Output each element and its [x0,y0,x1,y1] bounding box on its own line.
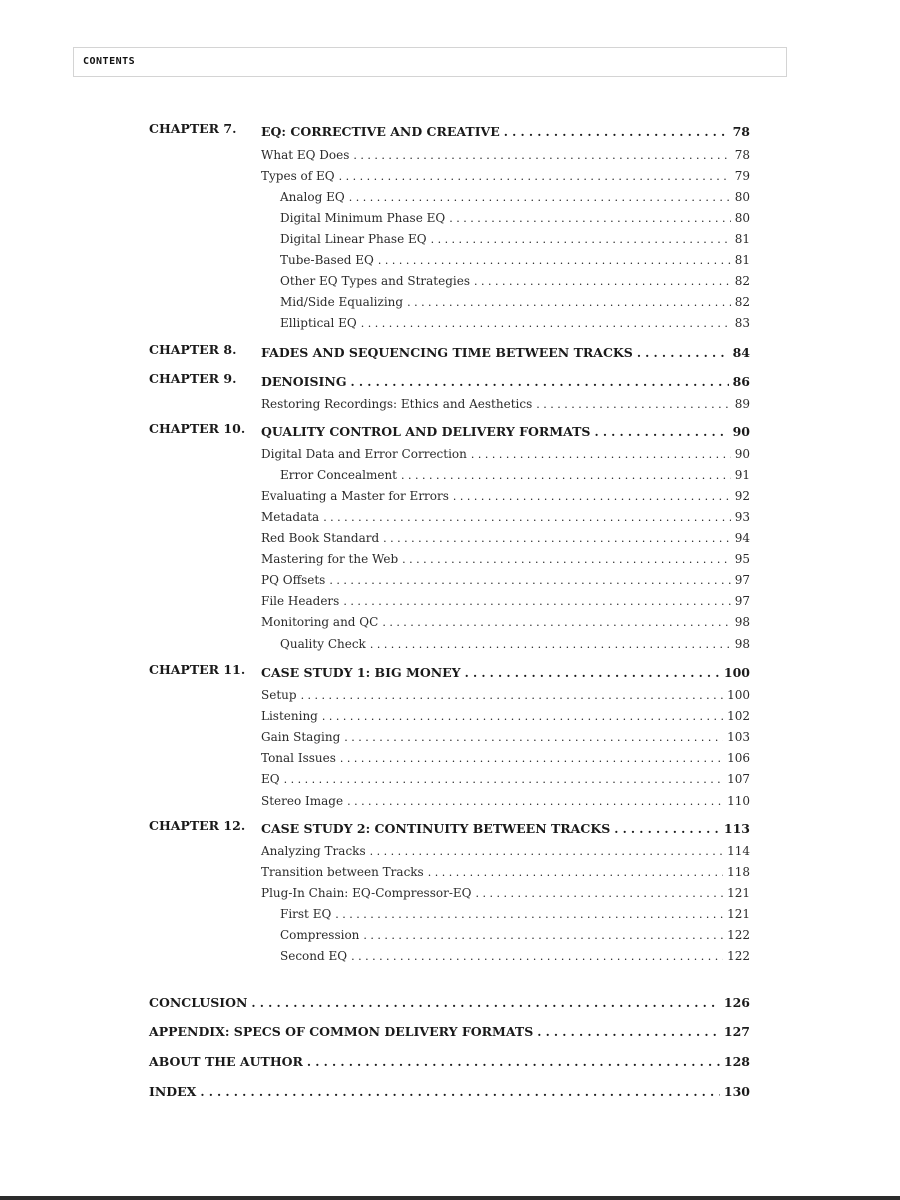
chapter-title: CASE STUDY 2: CONTINUITY BETWEEN TRACKS [261,821,611,836]
page-number: 91 [734,468,750,482]
dot-leader [536,393,730,409]
toc-subentry[interactable] [280,945,750,963]
dot-leader [343,590,730,606]
chapter-title: CASE STUDY 1: BIG MONEY [261,665,461,680]
dot-leader [340,747,723,763]
toc-entry[interactable] [261,611,750,629]
toc-entry[interactable] [261,590,750,608]
entry-title: File Headers [261,594,340,608]
entry-title: Evaluating a Master for Errors [261,489,449,503]
dot-leader [251,992,719,1008]
toc-subentry[interactable] [280,186,750,204]
back-matter-entry[interactable] [149,1021,750,1039]
toc-entry[interactable] [261,840,750,858]
back-matter-entry[interactable] [149,1081,750,1099]
page-number: 86 [732,374,750,389]
page-number: 121 [727,907,750,921]
chapter-title: FADES AND SEQUENCING TIME BETWEEN TRACKS [261,345,633,360]
dot-leader [382,611,730,627]
entry-title: Error Concealment [280,468,397,482]
dot-leader [594,421,728,437]
dot-leader [471,443,731,459]
dot-leader [474,270,731,286]
toc-subentry[interactable] [280,903,750,921]
dot-leader [475,882,723,898]
toc-entry[interactable] [261,882,750,900]
dot-leader [402,548,731,564]
toc-subentry[interactable] [280,312,750,330]
page-number: 79 [734,169,750,183]
dot-leader [383,527,731,543]
chapter-label: CHAPTER 8. [149,342,237,357]
dot-leader [453,485,731,501]
page-number: 93 [734,510,750,524]
entry-title: First EQ [280,907,332,921]
dot-leader [200,1081,720,1097]
dot-leader [344,726,723,742]
dot-leader [301,684,724,700]
entry-title: Compression [280,928,360,942]
page-number: 94 [734,531,750,545]
dot-leader [401,464,731,480]
toc-subentry[interactable] [280,464,750,482]
dot-leader [351,945,723,961]
toc-entry[interactable] [261,861,750,879]
page-number: 130 [723,1084,750,1099]
entry-title: Types of EQ [261,169,335,183]
page-number: 81 [734,253,750,267]
dot-leader [637,342,729,358]
chapter-label: CHAPTER 12. [149,818,246,833]
dot-leader [329,569,730,585]
dot-leader [339,165,731,181]
page-number: 95 [734,552,750,566]
page-number: 114 [727,844,750,858]
dot-leader [284,768,723,784]
dot-leader [349,186,731,202]
page-number: 98 [734,637,750,651]
page-number: 128 [723,1054,750,1069]
toc-entry[interactable] [261,705,750,723]
toc-entry[interactable] [261,768,750,786]
toc-subentry[interactable] [280,633,750,651]
entry-title: Elliptical EQ [280,316,357,330]
toc-entry[interactable] [261,790,750,808]
dot-leader [323,506,731,522]
chapter-title: DENOISING [261,374,347,389]
page-number: 97 [734,573,750,587]
entry-title: Restoring Recordings: Ethics and Aesthetics [261,397,533,411]
back-matter-title: APPENDIX: SPECS OF COMMON DELIVERY FORMATS [149,1024,534,1039]
entry-title: Digital Minimum Phase EQ [280,211,446,225]
entry-title: Gain Staging [261,730,341,744]
dot-leader [370,633,731,649]
page-number: 127 [723,1024,750,1039]
chapter-heading[interactable] [261,121,750,139]
entry-title: Monitoring and QC [261,615,379,629]
page-number: 102 [727,709,750,723]
entry-title: What EQ Does [261,148,350,162]
page-number: 81 [734,232,750,246]
back-matter-entry[interactable] [149,1051,750,1069]
page-number: 97 [734,594,750,608]
toc-entry[interactable] [261,726,750,744]
page-number: 89 [734,397,750,411]
entry-title: Mid/Side Equalizing [280,295,404,309]
toc-subentry[interactable] [280,207,750,225]
chapter-title: QUALITY CONTROL AND DELIVERY FORMATS [261,424,591,439]
entry-title: Metadata [261,510,320,524]
dot-leader [322,705,723,721]
page-number: 83 [734,316,750,330]
page-number: 103 [727,730,750,744]
page-number: 80 [734,190,750,204]
page-number: 118 [727,865,750,879]
toc-entry[interactable] [261,548,750,566]
page-number: 82 [734,295,750,309]
entry-title: Second EQ [280,949,348,963]
page-number: 80 [734,211,750,225]
dot-leader [614,818,720,834]
chapter-label: CHAPTER 9. [149,371,237,386]
dot-leader [407,291,731,307]
chapter-heading[interactable] [261,818,750,836]
page-number: 78 [732,124,750,139]
entry-title: Setup [261,688,297,702]
dot-leader [378,249,731,265]
entry-title: Digital Data and Error Correction [261,447,467,461]
page-number: 100 [727,688,750,702]
entry-title: PQ Offsets [261,573,326,587]
page-number: 84 [732,345,750,360]
dot-leader [465,662,720,678]
back-matter-title: ABOUT THE AUTHOR [149,1054,303,1069]
dot-leader [537,1021,720,1037]
chapter-label: CHAPTER 10. [149,421,246,436]
toc-entry[interactable] [261,569,750,587]
entry-title: Plug-In Chain: EQ-Compressor-EQ [261,886,472,900]
page-number: 100 [723,665,750,680]
chapter-label: CHAPTER 11. [149,662,246,677]
chapter-heading[interactable] [261,371,750,389]
entry-title: Analog EQ [280,190,345,204]
toc-subentry[interactable] [280,228,750,246]
page-number: 106 [727,751,750,765]
dot-leader [307,1051,720,1067]
toc-entry[interactable] [261,485,750,503]
toc-entry[interactable] [261,393,750,411]
chapter-heading[interactable] [261,421,750,439]
back-matter-title: INDEX [149,1084,197,1099]
entry-title: Stereo Image [261,794,344,808]
page-number: 90 [734,447,750,461]
entry-title: Transition between Tracks [261,865,424,879]
entry-title: Mastering for the Web [261,552,399,566]
toc-subentry[interactable] [280,270,750,288]
page-number: 110 [727,794,750,808]
entry-title: EQ [261,772,280,786]
entry-title: Other EQ Types and Strategies [280,274,471,288]
page-number: 107 [727,772,750,786]
dot-leader [335,903,723,919]
chapter-heading[interactable] [261,342,750,360]
page-number: 121 [727,886,750,900]
chapter-heading[interactable] [261,662,750,680]
page-number: 92 [734,489,750,503]
page-number: 78 [734,148,750,162]
toc-entry[interactable] [261,144,750,162]
dot-leader [363,924,723,940]
dot-leader [449,207,730,223]
page-number: 113 [723,821,750,836]
entry-title: Tube-Based EQ [280,253,374,267]
dot-leader [431,228,731,244]
page-number: 122 [727,928,750,942]
toc-entry[interactable] [261,443,750,461]
page-number: 126 [723,995,750,1010]
chapter-label: CHAPTER 7. [149,121,237,136]
entry-title: Tonal Issues [261,751,336,765]
dot-leader [504,121,729,137]
running-header-label: CONTENTS [83,56,136,67]
entry-title: Quality Check [280,637,366,651]
back-matter-entry[interactable] [149,992,750,1010]
page-number: 98 [734,615,750,629]
toc-subentry[interactable] [280,924,750,942]
chapter-title: EQ: CORRECTIVE AND CREATIVE [261,124,500,139]
toc-entry[interactable] [261,684,750,702]
bottom-border [0,1196,900,1200]
toc-subentry[interactable] [280,249,750,267]
page-number: 82 [734,274,750,288]
dot-leader [353,144,730,160]
toc-entry[interactable] [261,165,750,183]
entry-title: Red Book Standard [261,531,380,545]
back-matter-title: CONCLUSION [149,995,248,1010]
dot-leader [428,861,723,877]
dot-leader [347,790,723,806]
page-number: 90 [732,424,750,439]
toc-entry[interactable] [261,747,750,765]
entry-title: Analyzing Tracks [261,844,366,858]
toc-entry[interactable] [261,506,750,524]
toc-entry[interactable] [261,527,750,545]
dot-leader [351,371,729,387]
page-number: 122 [727,949,750,963]
toc-subentry[interactable] [280,291,750,309]
entry-title: Digital Linear Phase EQ [280,232,427,246]
dot-leader [361,312,731,328]
entry-title: Listening [261,709,318,723]
dot-leader [370,840,723,856]
